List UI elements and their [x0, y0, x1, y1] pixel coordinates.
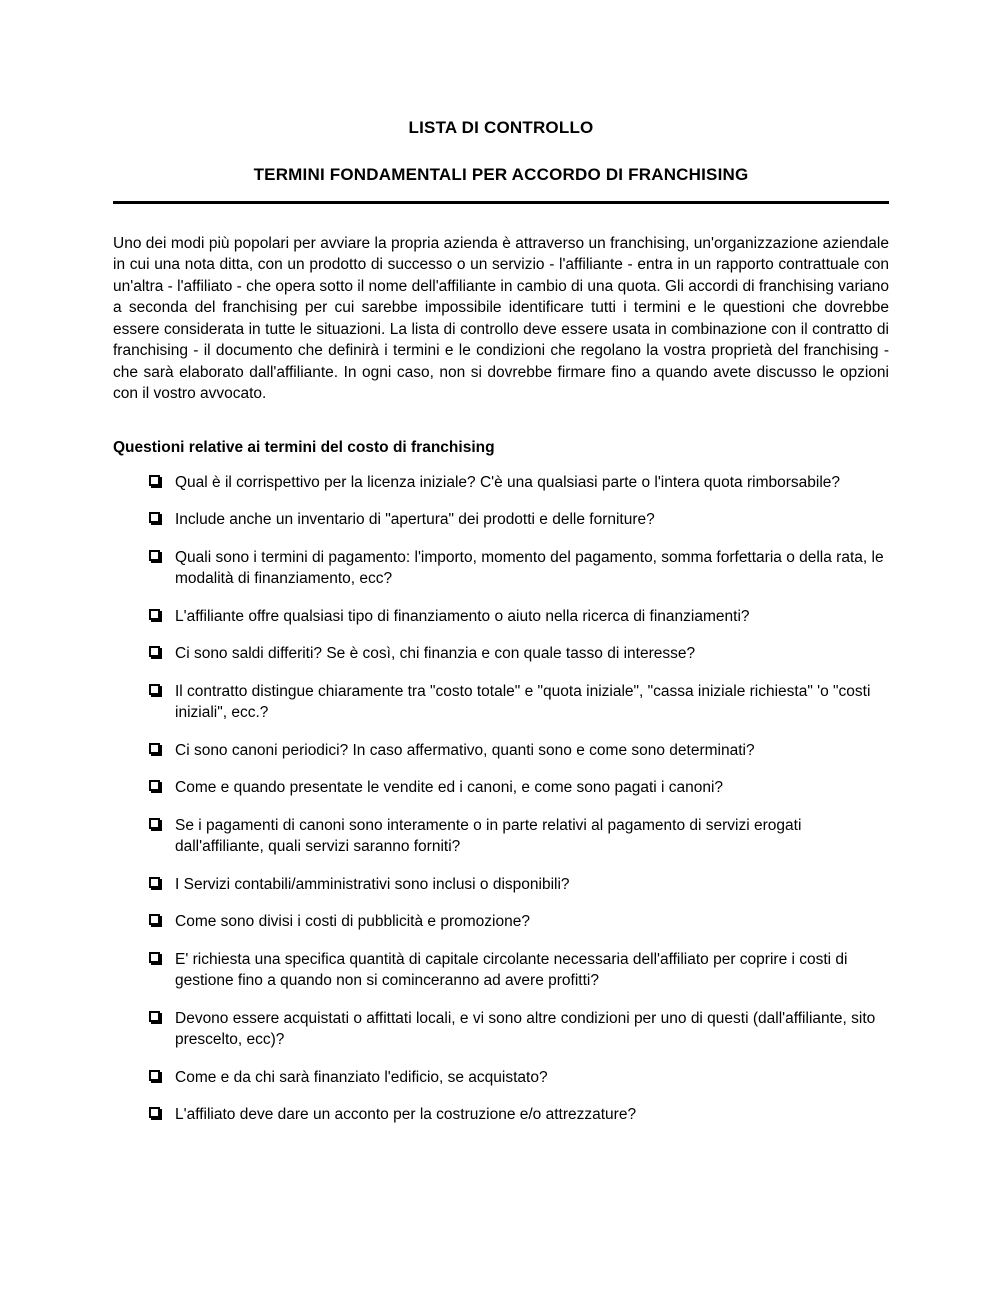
checklist-item[interactable] — [149, 1008, 889, 1051]
checklist-item[interactable] — [149, 815, 889, 858]
checklist-item-label: Come e quando presentate le vendite ed i canoni, e come sono pagati i canoni? — [175, 779, 724, 797]
checklist-item[interactable] — [149, 911, 889, 933]
checklist-item[interactable] — [149, 949, 889, 992]
checklist-item[interactable] — [149, 777, 889, 799]
checklist-item-label: Come e da chi sarà finanziato l'edificio, se acquistato? — [175, 1068, 548, 1086]
checkbox-empty-icon[interactable] — [149, 1011, 162, 1024]
checklist-item[interactable] — [149, 1104, 889, 1126]
checkbox-empty-icon[interactable] — [149, 550, 162, 563]
checkbox-empty-icon[interactable] — [149, 743, 162, 756]
checklist-item[interactable] — [149, 740, 889, 762]
checklist-item[interactable] — [149, 606, 889, 628]
checkbox-empty-icon[interactable] — [149, 512, 162, 525]
checkbox-empty-icon[interactable] — [149, 914, 162, 927]
checklist-item-label: Qual è il corrispettivo per la licenza iniziale? C'è una qualsiasi parte o l'intera quota rimborsabile? — [175, 473, 841, 491]
checklist-item-label: Se i pagamenti di canoni sono interamente o in parte relativi al pagamento di servizi erogati dall'affiliante, quali servizi saranno forniti? — [175, 816, 802, 856]
checkbox-empty-icon[interactable] — [149, 818, 162, 831]
checklist-item[interactable] — [149, 681, 889, 724]
document-content — [113, 0, 889, 1126]
checkbox-empty-icon[interactable] — [149, 780, 162, 793]
checklist-item-label: I Servizi contabili/amministrativi sono inclusi o disponibili? — [175, 875, 570, 893]
checklist — [113, 458, 889, 1126]
checklist-item-label: Come sono divisi i costi di pubblicità e promozione? — [175, 913, 530, 931]
checklist-item[interactable] — [149, 547, 889, 590]
checklist-item-label: L'affiliato deve dare un acconto per la costruzione e/o attrezzature? — [175, 1106, 637, 1124]
checklist-item-label: Quali sono i termini di pagamento: l'importo, momento del pagamento, somma forfettaria o della rata, le modalità di finanziamento, ecc? — [175, 548, 884, 588]
checklist-item-label: L'affiliante offre qualsiasi tipo di finanziamento o aiuto nella ricerca di finanziamenti? — [175, 607, 750, 625]
checkbox-empty-icon[interactable] — [149, 684, 162, 697]
checklist-item-label: Ci sono canoni periodici? In caso affermativo, quanti sono e come sono determinati? — [175, 741, 755, 759]
document-title: LISTA DI CONTROLLO — [408, 118, 594, 137]
checklist-item-label: Il contratto distingue chiaramente tra "costo totale" e "quota iniziale", "cassa iniziale richiesta" 'o "costi iniziali", ecc.? — [175, 682, 871, 722]
checklist-item-label: Devono essere acquistati o affittati locali, e vi sono altre condizioni per uno di questi (dall'affiliante, sito prescelto, ecc)? — [175, 1009, 876, 1049]
checklist-item-label: Include anche un inventario di "apertura" dei prodotti e delle forniture? — [175, 511, 655, 529]
checklist-item-label: E' richiesta una specifica quantità di capitale circolante necessaria dell'affiliato per coprire i costi di gestione fino a quando non si cominceranno ad avere profitti? — [175, 950, 848, 990]
checkbox-empty-icon[interactable] — [149, 1070, 162, 1083]
checkbox-empty-icon[interactable] — [149, 609, 162, 622]
document-subtitle: TERMINI FONDAMENTALI PER ACCORDO DI FRANCHISING — [253, 165, 749, 185]
checklist-item[interactable] — [149, 874, 889, 896]
checklist-item[interactable] — [149, 643, 889, 665]
checkbox-empty-icon[interactable] — [149, 952, 162, 965]
checklist-item[interactable] — [149, 509, 889, 531]
checklist-item-label: Ci sono saldi differiti? Se è così, chi finanzia e con quale tasso di interesse? — [175, 645, 696, 663]
section-heading-cost-terms: Questioni relative ai termini del costo di franchising — [113, 438, 495, 456]
checkbox-empty-icon[interactable] — [149, 877, 162, 890]
checkbox-empty-icon[interactable] — [149, 646, 162, 659]
checklist-item[interactable] — [149, 472, 889, 494]
checkbox-empty-icon[interactable] — [149, 475, 162, 488]
intro-paragraph: Uno dei modi più popolari per avviare la propria azienda è attraverso un franchising, un'organizzazione aziendale in cui una nota ditta, con un prodotto di successo o un servizio - l'affiliante - entra in un rapporto contrattuale con un'altra - l'affiliato - che opera sotto il nome dell'affiliante in cambio di una quota. Gli accordi di franchising variano a seconda del franchising per cui sarebbe impossibile identificare tutti i termini e le questioni che dovrebbe essere considerata in tutte le situazioni. La lista di controllo deve essere usata in combinazione con il contratto di franchising - il documento che definirà i termini e le condizioni che regolano la vostra proprietà del franchising - che sarà elaborato dall'affiliante. In ogni caso, non si dovrebbe firmare fino a quando avete discusso le opzioni con il vostro avvocato. — [113, 234, 889, 403]
checkbox-empty-icon[interactable] — [149, 1107, 162, 1120]
checklist-item[interactable] — [149, 1067, 889, 1089]
